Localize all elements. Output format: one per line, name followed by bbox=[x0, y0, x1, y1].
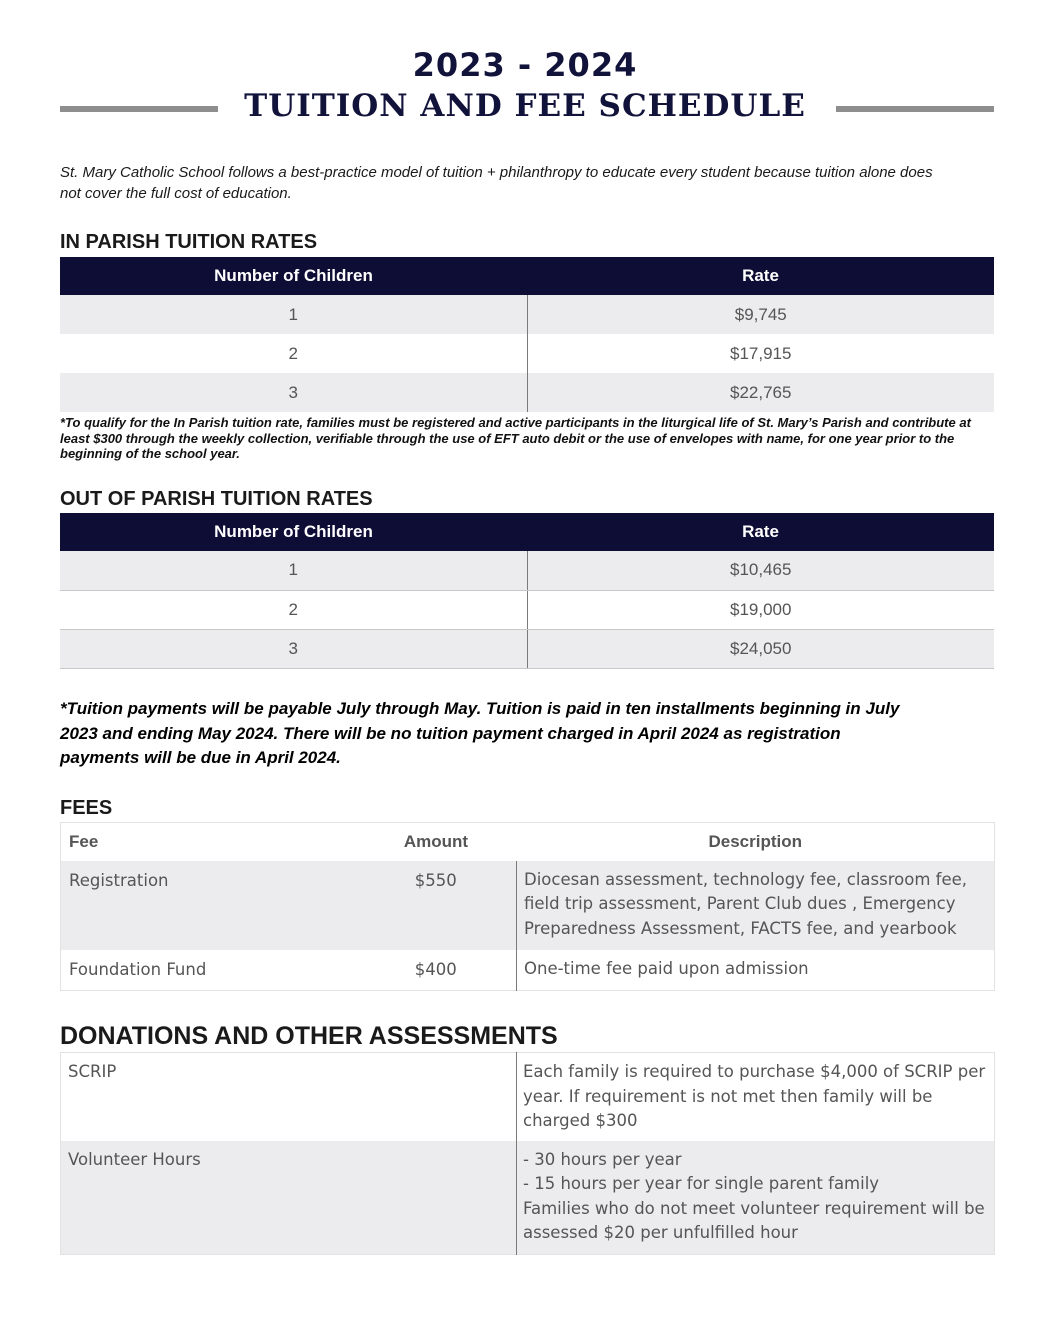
fee-name-cell: Registration bbox=[61, 861, 356, 950]
table-header-row bbox=[61, 823, 995, 861]
fee-description-cell: Diocesan assessment, technology fee, classroom fee, field trip assessment, Parent Club dues , Emergency Preparedness Assessment, FACTS fee, and yearbook bbox=[517, 861, 995, 950]
page-title: TUITION AND FEE SCHEDULE bbox=[244, 88, 806, 124]
page-title-year: 2023 - 2024 bbox=[412, 46, 638, 84]
table-row bbox=[61, 950, 995, 991]
rate-cell: $10,465 bbox=[527, 551, 994, 590]
fees-heading: FEES bbox=[60, 797, 113, 819]
children-cell: 3 bbox=[60, 629, 527, 668]
children-cell: 1 bbox=[60, 551, 527, 590]
donation-item-cell: SCRIP bbox=[61, 1053, 517, 1141]
in-parish-heading: IN PARISH TUITION RATES bbox=[60, 231, 318, 253]
table-row bbox=[60, 373, 994, 412]
table-row bbox=[61, 1141, 995, 1255]
column-header-children: Number of Children bbox=[60, 513, 527, 551]
table-header-row bbox=[60, 257, 994, 295]
table-row bbox=[60, 590, 994, 629]
rate-cell: $19,000 bbox=[527, 590, 994, 629]
rate-cell: $24,050 bbox=[527, 629, 994, 668]
donation-item-cell: Volunteer Hours bbox=[61, 1141, 517, 1255]
table-row bbox=[61, 1053, 995, 1141]
intro-text: St. Mary Catholic School follows a best-practice model of tuition + philanthropy to educate every student because tuition alone does not cover the full cost of education. bbox=[60, 164, 933, 202]
out-parish-table bbox=[60, 513, 994, 669]
children-cell: 1 bbox=[60, 295, 527, 334]
rate-cell: $9,745 bbox=[527, 295, 994, 334]
in-parish-note: *To qualify for the In Parish tuition rate, families must be registered and active participants in the liturgical life of St. Mary’s Parish and contribute at least $300 through the weekly collection, verifiable through the use of EFT auto debit or the use of envelopes with name, for one year prior to the beginning of the school year. bbox=[60, 415, 971, 461]
column-header-description: Description bbox=[517, 823, 995, 861]
table-row bbox=[60, 295, 994, 334]
column-header-children: Number of Children bbox=[60, 257, 527, 295]
payment-note: *Tuition payments will be payable July through May. Tuition is paid in ten installments beginning in July 2023 and ending May 2024. There will be no tuition payment charged in April 2024 as registration payments will be due in April 2024. bbox=[60, 699, 900, 767]
column-header-amount: Amount bbox=[356, 823, 517, 861]
rate-cell: $17,915 bbox=[527, 334, 994, 373]
table-header-row bbox=[60, 513, 994, 551]
column-header-rate: Rate bbox=[527, 513, 994, 551]
donation-description-cell bbox=[517, 1053, 995, 1141]
rate-cell: $22,765 bbox=[527, 373, 994, 412]
fee-amount-cell: $550 bbox=[356, 861, 517, 950]
in-parish-table bbox=[60, 257, 994, 412]
children-cell: 2 bbox=[60, 590, 527, 629]
description-line: Families who do not meet volunteer requirement will be assessed $20 per unfulfilled hour bbox=[523, 1198, 985, 1242]
fee-name-cell: Foundation Fund bbox=[61, 950, 356, 991]
out-parish-heading: OUT OF PARISH TUITION RATES bbox=[60, 488, 373, 510]
title-rule-left bbox=[60, 106, 218, 112]
fees-table bbox=[60, 822, 995, 991]
title-rule-right bbox=[836, 106, 994, 112]
children-cell: 3 bbox=[60, 373, 527, 412]
table-row bbox=[60, 629, 994, 668]
column-header-rate: Rate bbox=[527, 257, 994, 295]
donations-heading: DONATIONS AND OTHER ASSESSMENTS bbox=[60, 1022, 558, 1050]
table-row bbox=[61, 861, 995, 950]
description-line: - 15 hours per year for single parent family bbox=[523, 1174, 880, 1193]
fee-description-cell: One-time fee paid upon admission bbox=[517, 950, 995, 991]
table-row bbox=[60, 334, 994, 373]
fee-amount-cell: $400 bbox=[356, 950, 517, 991]
table-row bbox=[60, 551, 994, 590]
children-cell: 2 bbox=[60, 334, 527, 373]
donation-description-cell bbox=[517, 1141, 995, 1255]
description-line: - 30 hours per year bbox=[523, 1149, 682, 1169]
column-header-fee: Fee bbox=[61, 823, 356, 861]
description-line: Each family is required to purchase $4,000 of SCRIP per year. If requirement is not met then family will be charged $300 bbox=[523, 1062, 986, 1130]
donations-table bbox=[60, 1052, 995, 1255]
